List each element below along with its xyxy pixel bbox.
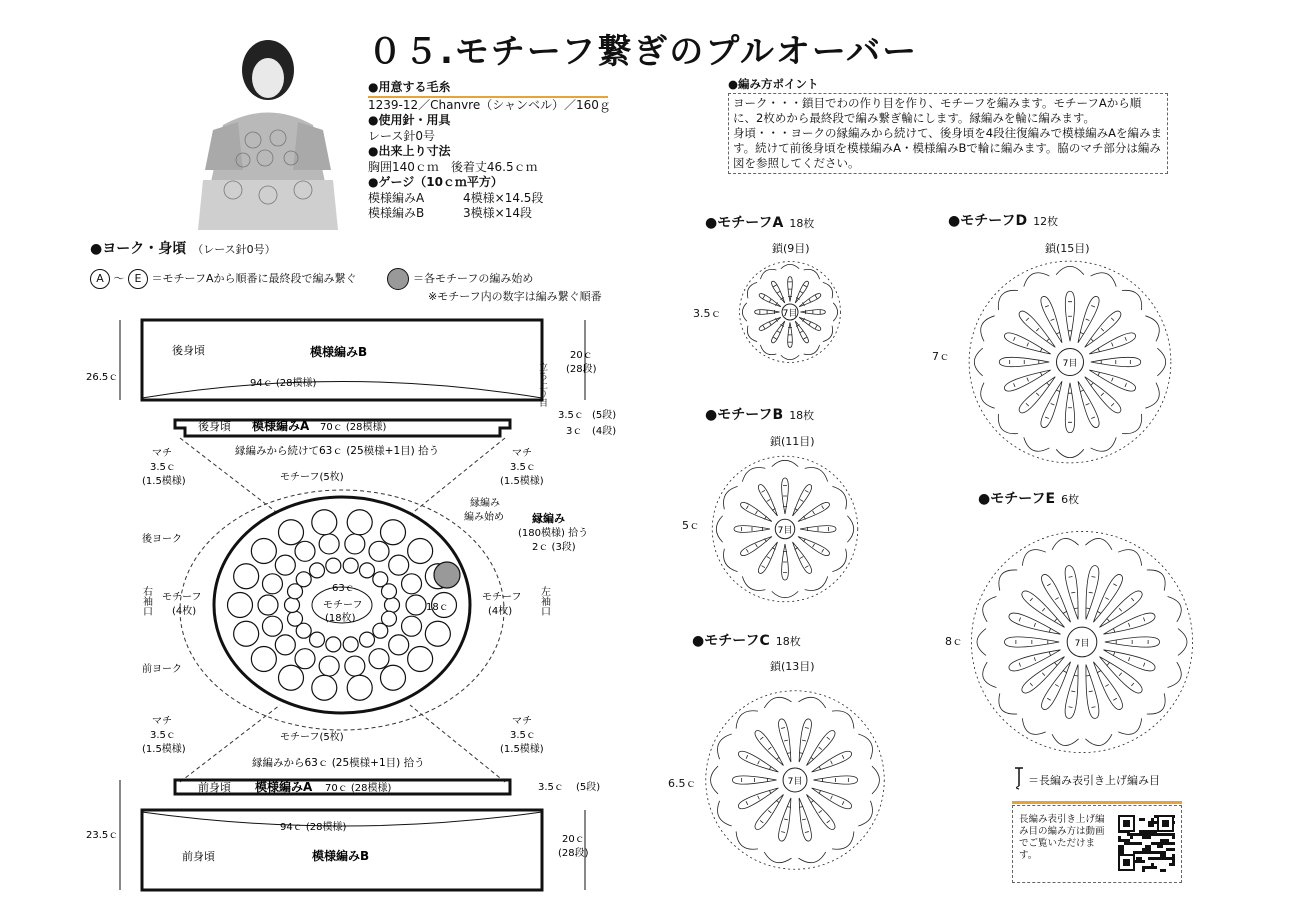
yoke-motif-circle xyxy=(310,563,325,578)
model-photo xyxy=(183,30,353,230)
motif-b-chart xyxy=(700,442,870,612)
yoke-motif-circle xyxy=(234,564,259,589)
yoke-motif-circle xyxy=(381,665,406,690)
video-info-box xyxy=(1012,805,1182,883)
motif-b-size: 5ｃ xyxy=(682,519,700,532)
yoke-motif-circle xyxy=(296,572,311,587)
back-yoke-label: 後ヨーク xyxy=(142,534,182,545)
motif-c-chain: 鎖(13目) xyxy=(770,660,815,673)
width-70-label: 70ｃ (28模様) xyxy=(320,422,387,433)
yoke-motif-circle xyxy=(228,593,253,618)
motif-e-size: 8ｃ xyxy=(945,635,963,648)
motif-e-title: ●モチーフE 6枚 xyxy=(978,491,1080,507)
yoke-motif-circle xyxy=(381,584,396,599)
yoke-motif-circle xyxy=(402,574,422,594)
pattern-a-label: 模様編みA xyxy=(252,419,310,433)
legend-start-text: ＝各モチーフの編み始め xyxy=(412,272,534,285)
qr-accent-line xyxy=(1012,801,1182,804)
gusset-pattern: (1.5模様) xyxy=(500,476,544,487)
neck-63-label: 63ｃ xyxy=(332,583,355,594)
yoke-motif-circle xyxy=(310,632,325,647)
pattern-b-label: 模様編みB xyxy=(312,849,370,863)
width-94-label: 94ｃ (28模様) xyxy=(250,378,317,389)
yoke-motif-circle xyxy=(343,558,358,573)
motif-4-label: モチーフ xyxy=(162,592,202,603)
gusset-width: 3.5ｃ xyxy=(150,730,176,741)
yoke-motif-circle xyxy=(389,635,409,655)
height-23-label: 23.5ｃ xyxy=(86,830,119,841)
rows-5-label: (5段) xyxy=(592,410,617,421)
points-box xyxy=(728,93,1168,174)
yoke-motif-circle xyxy=(258,595,278,615)
gusset-label: マチ xyxy=(512,448,532,459)
motif-5-label: モチーフ(5枚) xyxy=(280,732,344,743)
yoke-motif-circle xyxy=(369,649,389,669)
motif-4-label: モチーフ xyxy=(482,592,522,603)
rows-28-label: (28段) xyxy=(558,848,589,859)
front-body-label: 前身頃 xyxy=(198,781,231,794)
back-curve xyxy=(142,382,542,399)
yoke-motif-circle xyxy=(389,555,409,575)
gauge-row: 模様編みB 3模様×14段 xyxy=(368,206,532,220)
gusset-pattern: (1.5模様) xyxy=(142,476,186,487)
yoke-motif-circle xyxy=(345,656,365,676)
motif-center-label: 7目 xyxy=(777,526,793,536)
yoke-motif-circle xyxy=(285,598,300,613)
yoke-motif-circle xyxy=(319,534,339,554)
yoke-motif-circle xyxy=(279,665,304,690)
yoke-motif-circle xyxy=(343,637,358,652)
yoke-motif-circle xyxy=(295,649,315,669)
edge-start-label: 縁編み xyxy=(470,498,500,509)
yoke-motif-circle xyxy=(360,563,375,578)
points-heading: ●編み方ポイント xyxy=(728,77,819,91)
yoke-motif-circle xyxy=(402,616,422,636)
yoke-motif-circle xyxy=(262,616,282,636)
motif-c-title: ●モチーフC 18枚 xyxy=(692,633,801,649)
pick-63-label: 縁編みから63ｃ (25模様+1目) 拾う xyxy=(252,757,425,769)
motif-center-label: 7目 xyxy=(1062,359,1078,369)
symbol-note: ＝長編み表引き上げ編み目 xyxy=(1028,774,1160,787)
back-body-label: 後身頃 xyxy=(198,420,231,433)
motif-4-count: (4枚) xyxy=(172,606,197,617)
gauge-heading: ●ゲージ（10ｃｍ平方） xyxy=(368,175,503,189)
height-20-label: 20ｃ xyxy=(562,834,585,845)
gusset-width: 3.5ｃ xyxy=(510,462,536,473)
legend-tilde: ～ xyxy=(113,272,125,285)
materials-spec xyxy=(368,80,728,222)
motif-start-marker xyxy=(434,562,460,588)
height-26-label: 26.5ｃ xyxy=(86,372,119,383)
page-title: ０５.モチーフ繋ぎのプルオーバー xyxy=(368,32,919,72)
height-20-label: 20ｃ xyxy=(570,350,593,361)
yoke-motif-circle xyxy=(275,555,295,575)
yoke-motif-circle xyxy=(288,611,303,626)
motif-a-title: ●モチーフA 18枚 xyxy=(705,215,815,231)
yoke-motif-circle xyxy=(251,646,276,671)
edging-count: (180模様) 拾う xyxy=(518,528,589,539)
gauge-row: 模様編みA 4模様×14.5段 xyxy=(368,190,544,205)
width-70-label: 70ｃ (28模様) xyxy=(325,783,392,794)
motif-d-title: ●モチーフD 12枚 xyxy=(948,213,1059,229)
yoke-motif-circle xyxy=(251,539,276,564)
yoke-motif-circle xyxy=(408,646,433,671)
motif-a-chart xyxy=(720,250,860,370)
gusset-pattern: (1.5模様) xyxy=(500,744,544,755)
yoke-motif-circle xyxy=(295,541,315,561)
yoke-motif-circle xyxy=(425,621,450,646)
needle-value: レース針0号 xyxy=(368,128,436,143)
yoke-motif-circle xyxy=(275,635,295,655)
yoke-motif-circle xyxy=(373,623,388,638)
motif-4-count: (4枚) xyxy=(488,606,513,617)
neck-motif-count: (18枚) xyxy=(325,613,356,624)
yoke-motif-circle xyxy=(312,510,337,535)
yoke-motif-circle xyxy=(347,510,372,535)
video-info-text: 長編み表引き上げ編み目の編み方は動画でご覧いただけます。 xyxy=(1019,814,1105,861)
back-body-label: 後身頃 xyxy=(172,344,205,357)
knitting-points xyxy=(728,77,1168,174)
edging-label: 縁編み xyxy=(532,512,565,525)
rows-4-label: (4段) xyxy=(592,426,617,437)
yoke-motif-circle xyxy=(326,558,341,573)
standing-label: 立ち上り目 xyxy=(537,362,547,407)
yoke-motif-circle xyxy=(234,621,259,646)
legend-join-text: ＝モチーフAから順番に最終段で編み繋ぐ xyxy=(151,272,357,285)
motif-c-chart xyxy=(695,668,895,888)
motif-d-chart xyxy=(955,250,1185,470)
left-sleeve-label: 左袖口 xyxy=(538,586,550,616)
rows-5-label: (5段) xyxy=(576,782,601,793)
back-body-rect xyxy=(142,320,542,400)
gusset-label: マチ xyxy=(152,448,172,459)
yarn-value: 1239-12／Chanvre（シャンベル）／160ｇ xyxy=(368,97,611,112)
width-94-label: 94ｃ (28模様) xyxy=(280,822,347,833)
yoke-motif-circle xyxy=(326,637,341,652)
legend-circle-a: A xyxy=(90,269,110,289)
yoke-motif-circle xyxy=(385,598,400,613)
pattern-b-label: 模様編みB xyxy=(310,345,368,359)
motif-center-label: 7目 xyxy=(787,777,803,787)
yarn-heading: ●用意する毛糸 xyxy=(368,80,608,98)
yoke-motif-circle xyxy=(360,632,375,647)
motif-b-chain: 鎖(11目) xyxy=(770,435,815,448)
legend-note: ※モチーフ内の数字は編み繋ぐ順番 xyxy=(428,290,602,303)
motif-a-chain: 鎖(9目) xyxy=(772,242,810,255)
motif-5-label: モチーフ(5枚) xyxy=(280,472,344,483)
height-3-5-label: 3.5ｃ xyxy=(538,782,564,793)
motif-c-size: 6.5ｃ xyxy=(668,777,697,790)
yoke-motif-circle xyxy=(312,675,337,700)
motif-e-chart xyxy=(962,520,1202,760)
yoke-motif-circle xyxy=(406,595,426,615)
front-yoke-label: 前ヨーク xyxy=(142,664,182,675)
gusset-label: マチ xyxy=(152,716,172,727)
size-heading: ●出来上り寸法 xyxy=(368,144,451,158)
motif-center-label: 7目 xyxy=(1074,639,1090,649)
height-3-label: 3ｃ xyxy=(566,426,583,437)
size-value: 胸囲140ｃｍ 後着丈46.5ｃｍ xyxy=(368,159,538,174)
needle-heading: ●使用針・用具 xyxy=(368,113,451,127)
gusset-label: マチ xyxy=(512,716,532,727)
neck-motif-label: モチーフ xyxy=(323,600,363,611)
join-legend xyxy=(90,268,533,290)
points-body: 身頃・・・ヨークの縁編みから続けて、後身頃を4段往復編みで模様編みAを編みます。続けて前後身頃を模様編みA・模様編みBで輪に編みます。脇のマチ部分は編み図を参照してください。 xyxy=(733,126,1162,170)
yoke-motif-circle xyxy=(262,574,282,594)
gusset-width: 3.5ｃ xyxy=(510,730,536,741)
motif-center-label: 7目 xyxy=(782,309,798,319)
yoke-motif-circle xyxy=(347,675,372,700)
edge-start-label: 編み始め xyxy=(464,512,504,523)
yoke-motif-circle xyxy=(345,534,365,554)
pattern-a-label: 模様編みA xyxy=(255,780,313,794)
post-stitch-symbol-icon xyxy=(1012,766,1026,790)
legend-circle-e: E xyxy=(128,269,148,289)
motif-b-title: ●モチーフB 18枚 xyxy=(705,407,815,423)
points-yoke: ヨーク・・・鎖目でわの作り目を作り、モチーフを編みます。モチーフAから順に、2枚めから最終段で編み繋ぎ輪にします。縁編みを輪に編みます。 xyxy=(733,96,1142,125)
motif-d-chain: 鎖(15目) xyxy=(1045,242,1090,255)
gusset-width: 3.5ｃ xyxy=(150,462,176,473)
yoke-heading: ●ヨーク・身頃 （レース針0号） xyxy=(90,241,276,257)
motif-d-size: 7ｃ xyxy=(932,350,950,363)
rows-28-label: (28段) xyxy=(566,364,597,375)
motif-a-size: 3.5ｃ xyxy=(693,307,722,320)
yoke-motif-circle xyxy=(408,539,433,564)
continue-63-label: 縁編みから続けて63ｃ (25模様+1目) 拾う xyxy=(235,445,440,457)
yoke-motif-circle xyxy=(279,520,304,545)
yoke-motif-circle xyxy=(381,520,406,545)
yoke-motif-circle xyxy=(369,541,389,561)
height-3-5-label: 3.5ｃ xyxy=(558,410,584,421)
gusset-pattern: (1.5模様) xyxy=(142,744,186,755)
yoke-motif-circle xyxy=(319,656,339,676)
qr-code-icon[interactable] xyxy=(1117,814,1175,872)
edging-size: 2ｃ (3段) xyxy=(532,542,576,553)
neck-18-label: 18ｃ xyxy=(426,602,449,613)
right-sleeve-label: 右袖口 xyxy=(140,586,152,616)
front-body-label: 前身頃 xyxy=(182,850,215,863)
legend-gray-circle-icon xyxy=(387,268,409,290)
yoke-body-diagram xyxy=(80,310,640,910)
